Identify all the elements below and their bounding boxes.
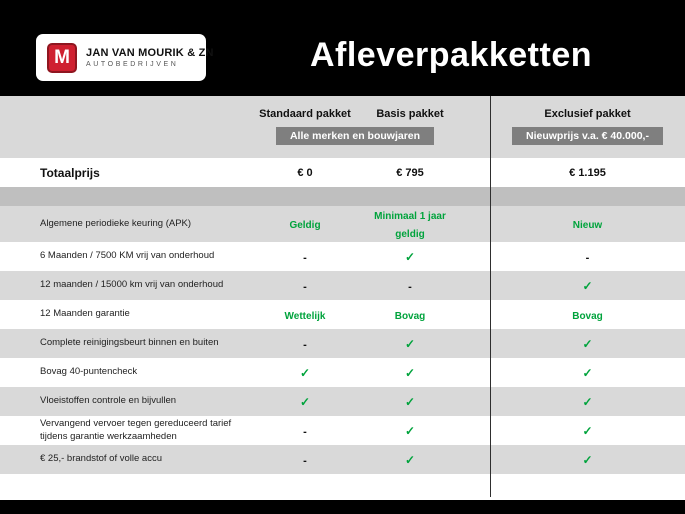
feature-label: Complete reinigingsbeurt binnen en buiten <box>40 337 219 349</box>
package-badges-row <box>0 127 685 145</box>
logo-company-name: JAN VAN MOURIK & ZN <box>86 47 214 59</box>
check-icon: ✓ <box>582 365 593 380</box>
feature-cell <box>360 393 460 411</box>
spacer-band <box>0 187 685 206</box>
check-icon: ✓ <box>404 394 416 409</box>
check-icon: ✓ <box>299 394 311 409</box>
check-icon: ✓ <box>404 423 416 438</box>
package-headers-row <box>0 96 685 120</box>
badge-alle-merken: Alle merken en bouwjaren <box>276 127 434 145</box>
feature-cell <box>490 335 685 353</box>
check-icon: ✓ <box>404 452 416 467</box>
feature-row <box>0 271 685 300</box>
dash-mark: - <box>303 280 307 293</box>
feature-row <box>0 445 685 474</box>
feature-cell <box>250 422 360 440</box>
feature-cell <box>250 364 360 382</box>
check-icon: ✓ <box>404 249 416 264</box>
feature-cell <box>490 364 685 382</box>
feature-row <box>0 206 685 242</box>
check-icon: ✓ <box>582 452 593 467</box>
feature-value: Bovag <box>394 310 426 322</box>
feature-cell <box>250 248 360 266</box>
company-logo <box>36 34 214 81</box>
feature-cell <box>360 206 460 242</box>
feature-cell <box>490 306 685 324</box>
feature-row <box>0 242 685 271</box>
packages-header-band <box>0 96 685 158</box>
total-price-basis: € 795 <box>396 166 424 179</box>
feature-cell <box>490 393 685 411</box>
feature-value: Bovag <box>572 310 603 322</box>
feature-cell <box>360 451 460 469</box>
check-icon: ✓ <box>582 278 593 293</box>
feature-label: 12 maanden / 15000 km vrij van onderhoud <box>40 279 224 291</box>
check-icon: ✓ <box>404 365 416 380</box>
feature-label: 12 Maanden garantie <box>40 308 130 320</box>
column-header-exclusief: Exclusief pakket <box>544 108 631 120</box>
check-icon: ✓ <box>404 336 416 351</box>
column-header-standaard: Standaard pakket <box>259 108 351 120</box>
bottom-bar <box>0 500 685 514</box>
logo-text <box>86 47 214 68</box>
totals-label: Totaalprijs <box>40 165 100 180</box>
check-icon: ✓ <box>299 365 311 380</box>
top-header-bar <box>0 0 685 96</box>
feature-cell <box>360 277 460 295</box>
feature-label: Algemene periodieke keuring (APK) <box>40 217 192 229</box>
feature-label: Vervangend vervoer tegen gereduceerd tarief tijdens garantie werkzaamheden <box>40 418 232 442</box>
feature-label: 6 Maanden / 7500 KM vrij van onderhoud <box>40 250 215 262</box>
feature-cell <box>250 451 360 469</box>
feature-cell <box>250 215 360 233</box>
feature-cell <box>490 422 685 440</box>
dash-mark: - <box>303 338 307 351</box>
feature-cell <box>360 306 460 324</box>
logo-m-icon <box>47 43 77 73</box>
feature-row <box>0 329 685 358</box>
feature-label: Bovag 40-puntencheck <box>40 366 138 378</box>
feature-cell <box>250 277 360 295</box>
feature-cell <box>360 248 460 266</box>
logo-company-subtitle: AUTOBEDRIJVEN <box>86 61 179 68</box>
check-icon: ✓ <box>582 423 593 438</box>
feature-label: Vloeistoffen controle en bijvullen <box>40 395 177 407</box>
feature-value: Wettelijk <box>284 310 326 322</box>
feature-cell <box>490 215 685 233</box>
feature-cell <box>360 335 460 353</box>
feature-cell <box>360 422 460 440</box>
feature-cell <box>490 248 685 266</box>
feature-row <box>0 387 685 416</box>
feature-cell <box>360 364 460 382</box>
feature-row <box>0 416 685 445</box>
check-icon: ✓ <box>582 336 593 351</box>
dash-mark: - <box>585 251 590 264</box>
dash-mark: - <box>303 454 307 467</box>
feature-row <box>0 358 685 387</box>
dash-mark: - <box>303 251 307 264</box>
feature-cell <box>490 277 685 295</box>
dash-mark: - <box>408 280 412 293</box>
feature-cell <box>250 306 360 324</box>
page-title: Afleverpakketten <box>309 36 592 74</box>
column-header-basis: Basis pakket <box>376 108 444 120</box>
feature-cell <box>250 335 360 353</box>
check-icon: ✓ <box>582 394 593 409</box>
feature-value: Geldig <box>289 220 321 231</box>
feature-table <box>0 206 685 474</box>
feature-row <box>0 300 685 329</box>
feature-cell <box>250 393 360 411</box>
badge-nieuwprijs: Nieuwprijs v.a. € 40.000,- <box>512 127 663 145</box>
total-price-standaard: € 0 <box>297 166 313 179</box>
logo-letter: M <box>54 46 70 68</box>
feature-value: Minimaal 1 jaar geldig <box>374 211 446 240</box>
dash-mark: - <box>303 425 307 438</box>
totals-row <box>0 158 685 187</box>
feature-label: € 25,- brandstof of volle accu <box>40 453 162 465</box>
total-price-exclusief: € 1.195 <box>569 166 606 179</box>
feature-cell <box>490 451 685 469</box>
column-divider <box>490 96 491 497</box>
feature-value: Nieuw <box>572 220 603 231</box>
